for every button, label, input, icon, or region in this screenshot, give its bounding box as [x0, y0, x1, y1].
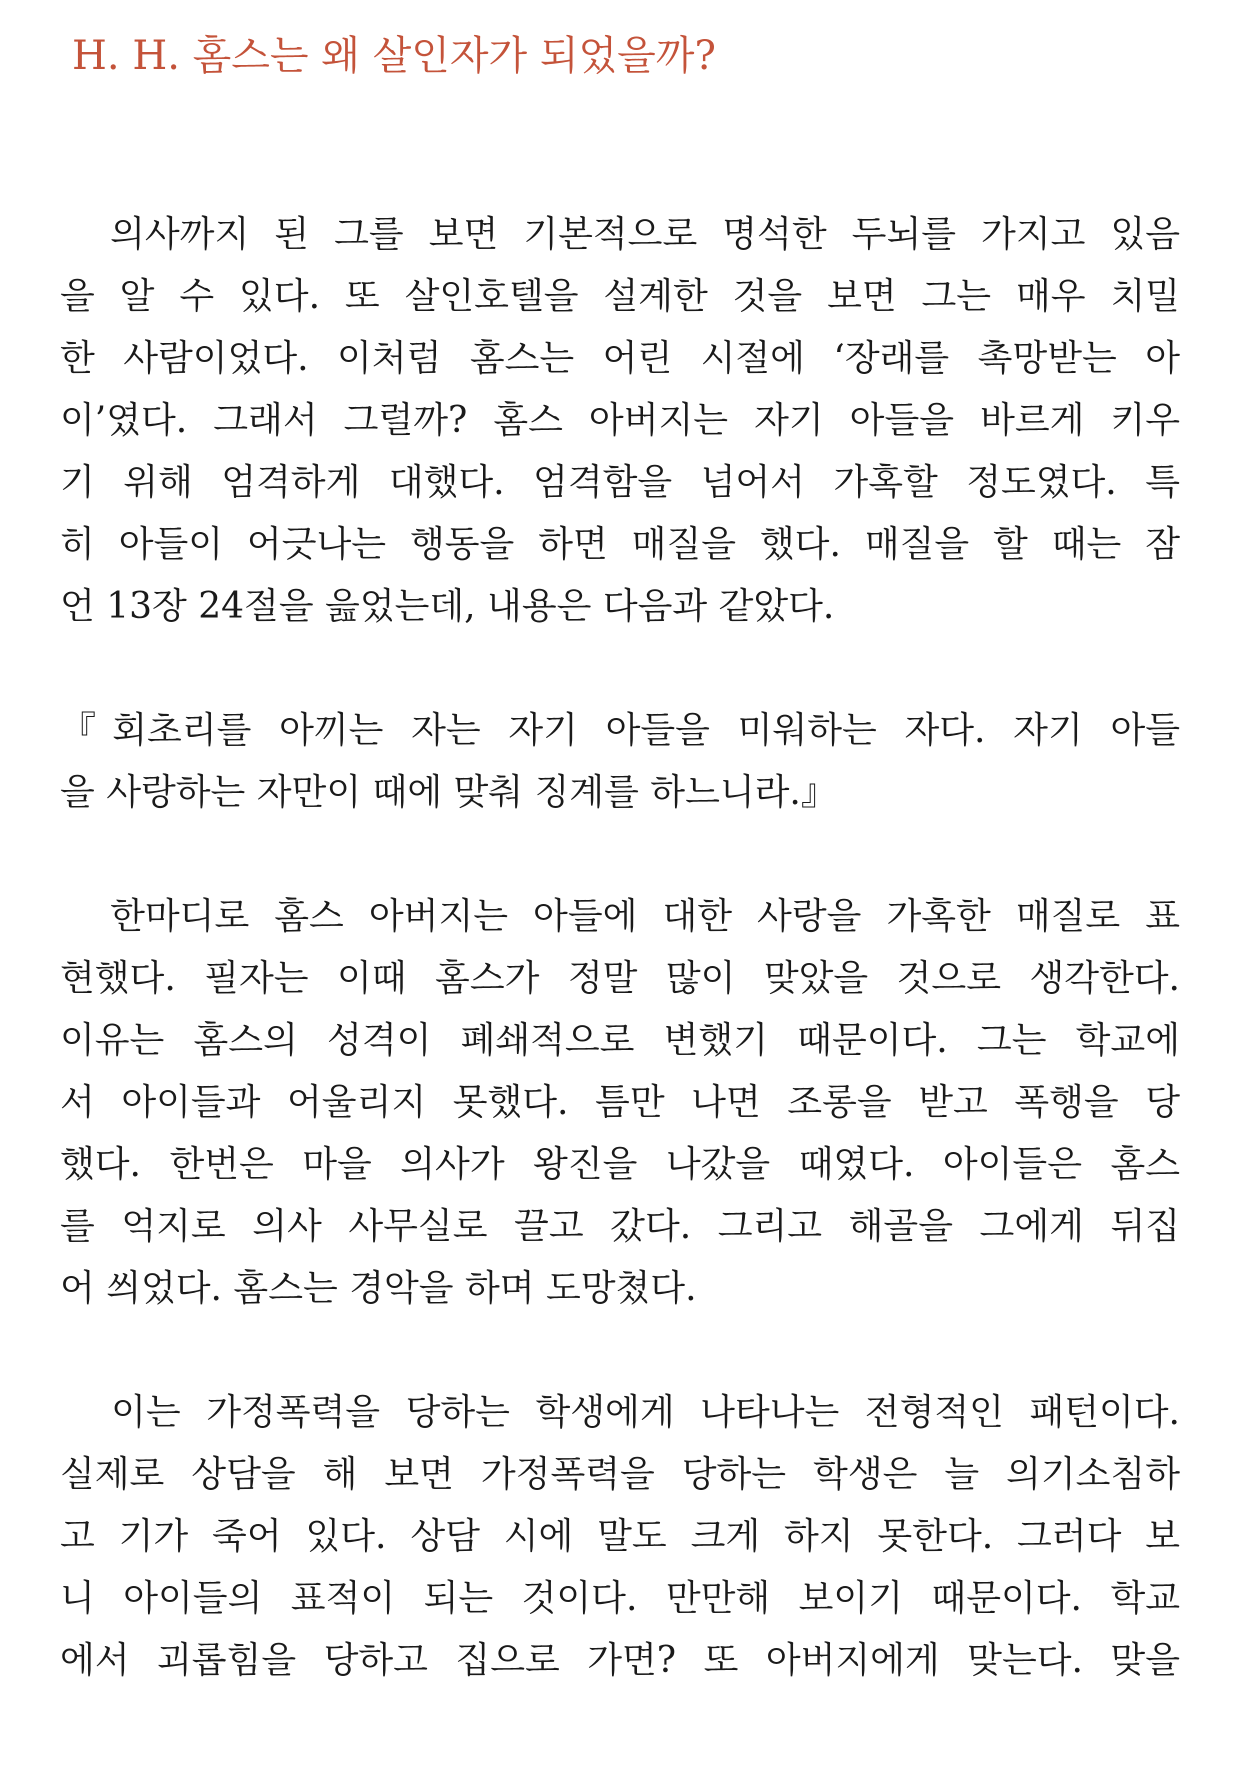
text-line: 에서 괴롭힘을 당하고 집으로 가면? 또 아버지에게 맞는다. 맞을: [60, 1640, 1180, 1681]
text-line: 기 위해 엄격하게 대했다. 엄격함을 넘어서 가혹할 정도였다. 특: [60, 462, 1180, 503]
body-text: [60, 204, 1180, 1754]
quote-paragraph: [60, 700, 1180, 824]
text-line: 언 13장 24절을 읊었는데, 내용은 다음과 같았다.: [60, 586, 835, 627]
paragraph-4: [60, 1382, 1180, 1692]
text-line: 한 사람이었다. 이처럼 홈스는 어린 시절에 ‘장래를 촉망받는 아: [60, 338, 1180, 379]
text-line: 『회초리를 아끼는 자는 자기 아들을 미워하는 자다. 자기 아들: [60, 710, 1180, 751]
text-line: 서 아이들과 어울리지 못했다. 틈만 나면 조롱을 받고 폭행을 당: [60, 1082, 1180, 1123]
text-line: 한마디로 홈스 아버지는 아들에 대한 사랑을 가혹한 매질로 표: [60, 896, 1180, 937]
paragraph-3: [60, 886, 1180, 1320]
text-line: 을 사랑하는 자만이 때에 맞춰 징계를 하느니라.』: [60, 772, 837, 813]
text-line: 현했다. 필자는 이때 홈스가 정말 많이 맞았을 것으로 생각한다.: [60, 958, 1180, 999]
running-title: H. H. 홈스는 왜 살인자가 되었을까?: [72, 33, 716, 79]
text-line: 어 씌었다. 홈스는 경악을 하며 도망쳤다.: [60, 1268, 697, 1309]
text-line: 의사까지 된 그를 보면 기본적으로 명석한 두뇌를 가지고 있음: [60, 214, 1180, 255]
text-line: 을 알 수 있다. 또 살인호텔을 설계한 것을 보면 그는 매우 치밀: [60, 276, 1180, 317]
text-line: 히 아들이 어긋나는 행동을 하면 매질을 했다. 매질을 할 때는 잠: [60, 524, 1180, 565]
text-line: 이’였다. 그래서 그럴까? 홈스 아버지는 자기 아들을 바르게 키우: [60, 400, 1180, 441]
text-line: 니 아이들의 표적이 되는 것이다. 만만해 보이기 때문이다. 학교: [60, 1578, 1180, 1619]
text-line: 이유는 홈스의 성격이 폐쇄적으로 변했기 때문이다. 그는 학교에: [60, 1020, 1180, 1061]
text-line: 했다. 한번은 마을 의사가 왕진을 나갔을 때였다. 아이들은 홈스: [60, 1144, 1180, 1185]
text-line: 실제로 상담을 해 보면 가정폭력을 당하는 학생은 늘 의기소침하: [60, 1454, 1180, 1495]
text-line: 를 억지로 의사 사무실로 끌고 갔다. 그리고 해골을 그에게 뒤집: [60, 1206, 1180, 1247]
text-line: 고 기가 죽어 있다. 상담 시에 말도 크게 하지 못한다. 그러다 보: [60, 1516, 1180, 1557]
text-line: 이는 가정폭력을 당하는 학생에게 나타나는 전형적인 패턴이다.: [60, 1392, 1180, 1433]
paragraph-1: [60, 204, 1180, 638]
